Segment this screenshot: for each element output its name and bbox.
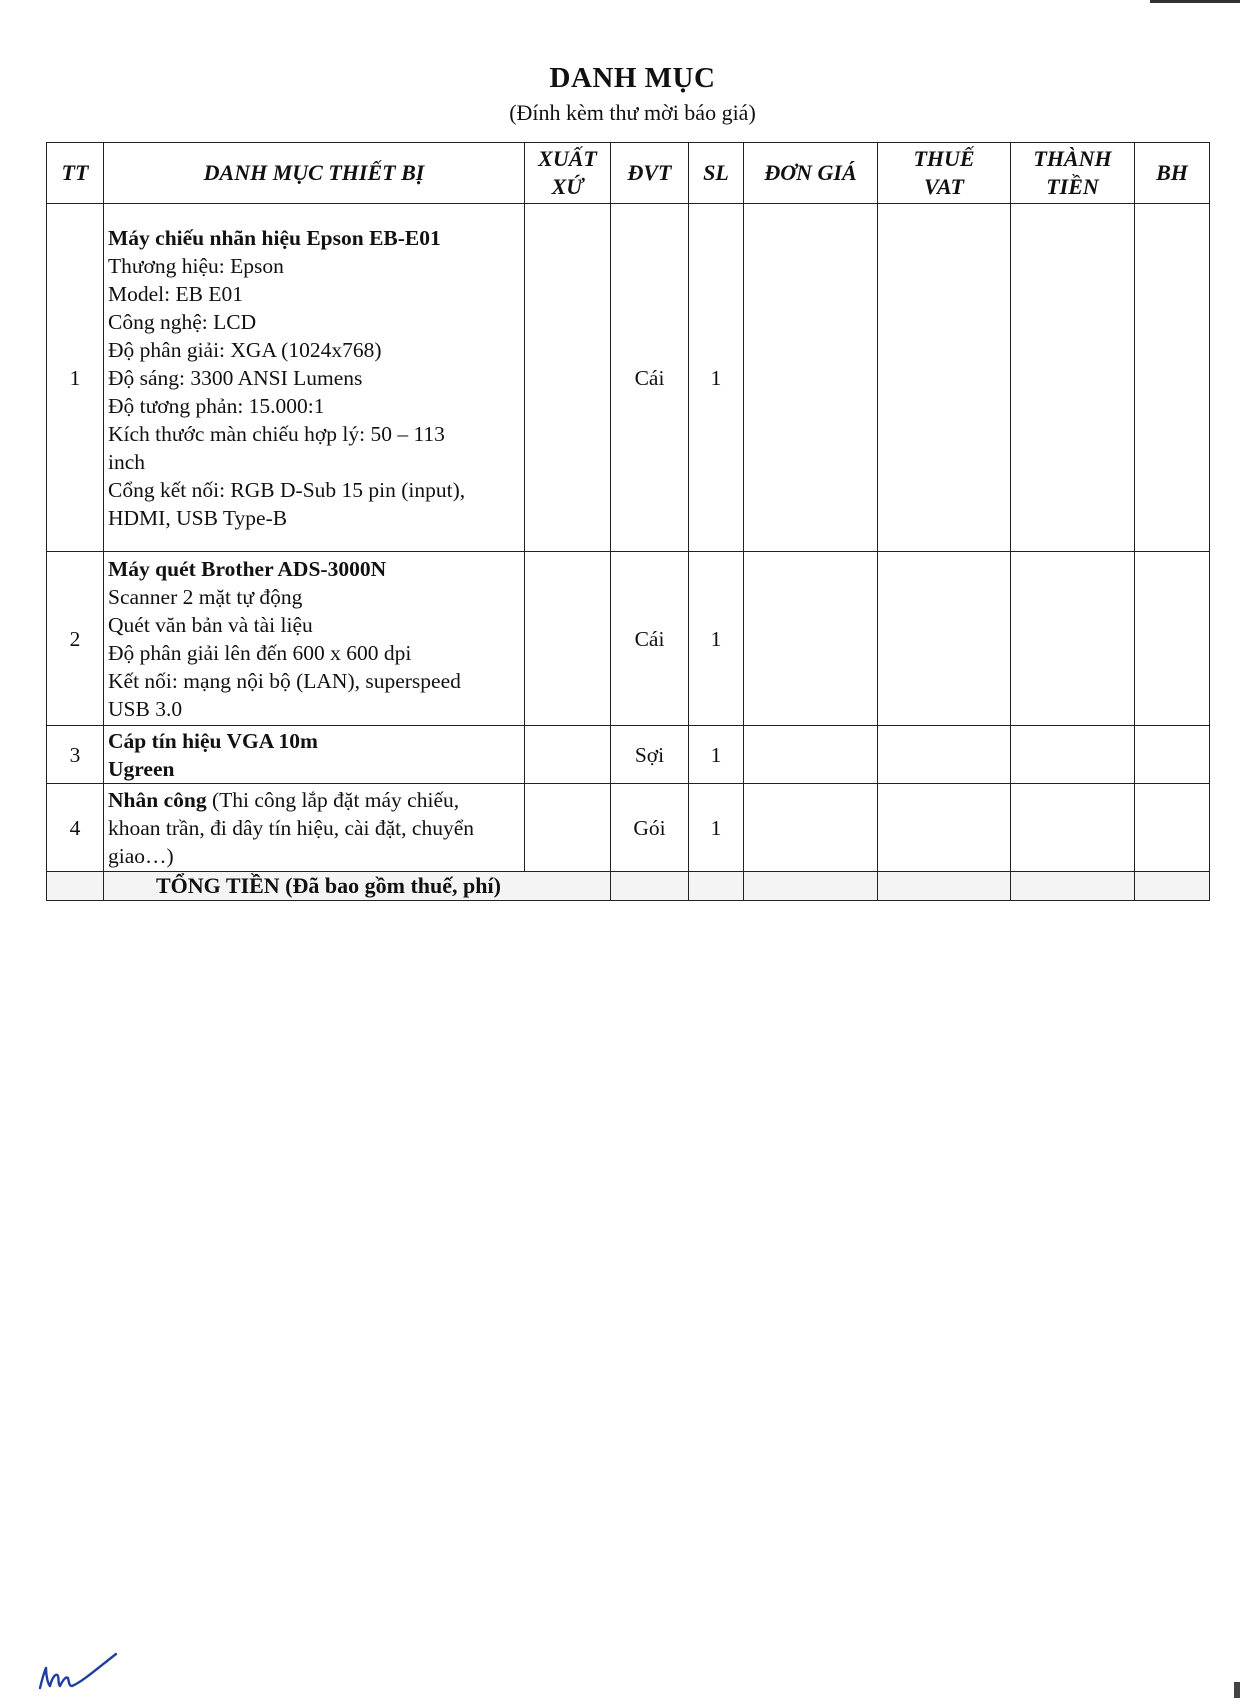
total-empty-cell bbox=[1135, 872, 1210, 901]
header-don-gia: ĐƠN GIÁ bbox=[744, 143, 878, 204]
item-detail: Độ tương phản: 15.000:1 bbox=[108, 393, 325, 418]
header-thanh-tien-line1: THÀNH bbox=[1033, 146, 1112, 171]
header-thue-line2: VAT bbox=[924, 174, 964, 199]
unit-cell: Cái bbox=[611, 552, 689, 726]
item-detail: Cổng kết nối: RGB D-Sub 15 pin (input), bbox=[108, 477, 466, 502]
vat-cell bbox=[878, 204, 1011, 552]
table-row bbox=[47, 726, 1210, 784]
header-xuat-xu-line2: XỨ bbox=[551, 174, 584, 199]
header-thanh-tien bbox=[1011, 143, 1135, 204]
total-empty-cell bbox=[744, 872, 878, 901]
amount-cell bbox=[1011, 552, 1135, 726]
vat-cell bbox=[878, 726, 1011, 784]
total-empty-cell bbox=[47, 872, 104, 901]
item-name: Máy quét Brother ADS-3000N bbox=[108, 556, 387, 581]
row-number: 2 bbox=[47, 552, 104, 726]
item-detail: Scanner 2 mặt tự động bbox=[108, 584, 303, 609]
equipment-table bbox=[46, 142, 1210, 901]
item-detail: HDMI, USB Type-B bbox=[108, 505, 288, 530]
item-detail: Kích thước màn chiếu hợp lý: 50 – 113 bbox=[108, 421, 445, 446]
document-subtitle: (Đính kèm thư mời báo giá) bbox=[509, 100, 756, 125]
quantity-cell: 1 bbox=[689, 726, 744, 784]
item-name: Nhân công bbox=[108, 787, 207, 812]
vat-cell bbox=[878, 784, 1011, 872]
table-row bbox=[47, 552, 1210, 726]
amount-cell bbox=[1011, 784, 1135, 872]
table-header-row bbox=[47, 143, 1210, 204]
unit-price-cell bbox=[744, 784, 878, 872]
amount-cell bbox=[1011, 726, 1135, 784]
header-bh: BH bbox=[1135, 143, 1210, 204]
unit-cell: Cái bbox=[611, 204, 689, 552]
item-detail: Độ phân giải: XGA (1024x768) bbox=[108, 337, 382, 362]
row-number: 1 bbox=[47, 204, 104, 552]
item-detail: Độ phân giải lên đến 600 x 600 dpi bbox=[108, 640, 412, 665]
item-detail: Thương hiệu: Epson bbox=[108, 253, 284, 278]
header-thanh-tien-line2: TIỀN bbox=[1046, 174, 1099, 199]
item-description bbox=[104, 726, 525, 784]
item-detail: inch bbox=[108, 449, 146, 474]
header-tt: TT bbox=[47, 143, 104, 204]
unit-price-cell bbox=[744, 204, 878, 552]
vat-cell bbox=[878, 552, 1011, 726]
item-name: Máy chiếu nhãn hiệu Epson EB-E01 bbox=[108, 225, 441, 250]
item-detail: khoan trần, đi dây tín hiệu, cài đặt, chuyển bbox=[108, 815, 474, 840]
warranty-cell bbox=[1135, 552, 1210, 726]
origin-cell bbox=[525, 552, 611, 726]
unit-price-cell bbox=[744, 552, 878, 726]
item-detail: Model: EB E01 bbox=[108, 281, 243, 306]
item-name: Cáp tín hiệu VGA 10m bbox=[108, 728, 318, 753]
origin-cell bbox=[525, 784, 611, 872]
warranty-cell bbox=[1135, 784, 1210, 872]
item-detail: Công nghệ: LCD bbox=[108, 309, 257, 334]
header-dvt: ĐVT bbox=[611, 143, 689, 204]
origin-cell bbox=[525, 726, 611, 784]
item-description bbox=[104, 784, 525, 872]
total-row bbox=[47, 872, 1210, 901]
total-empty-cell bbox=[878, 872, 1011, 901]
table-row bbox=[47, 784, 1210, 872]
row-number: 4 bbox=[47, 784, 104, 872]
quantity-cell: 1 bbox=[689, 784, 744, 872]
item-description bbox=[104, 552, 525, 726]
unit-cell: Sợi bbox=[611, 726, 689, 784]
amount-cell bbox=[1011, 204, 1135, 552]
page-edge-mark bbox=[1150, 0, 1240, 3]
item-detail: Độ sáng: 3300 ANSI Lumens bbox=[108, 365, 363, 390]
origin-cell bbox=[525, 204, 611, 552]
item-name-rest: (Thi công lắp đặt máy chiếu, bbox=[206, 787, 460, 812]
total-amount-cell bbox=[1011, 872, 1135, 901]
document-title: DANH MỤC bbox=[549, 62, 716, 94]
warranty-cell bbox=[1135, 204, 1210, 552]
signature-icon bbox=[36, 1642, 120, 1692]
item-detail: Quét văn bản và tài liệu bbox=[108, 612, 313, 637]
item-detail: Kết nối: mạng nội bộ (LAN), superspeed bbox=[108, 668, 461, 693]
header-thue-vat bbox=[878, 143, 1011, 204]
item-detail: giao…) bbox=[108, 843, 174, 868]
total-empty-cell bbox=[689, 872, 744, 901]
unit-cell: Gói bbox=[611, 784, 689, 872]
unit-price-cell bbox=[744, 726, 878, 784]
warranty-cell bbox=[1135, 726, 1210, 784]
row-number: 3 bbox=[47, 726, 104, 784]
item-detail: USB 3.0 bbox=[108, 696, 183, 721]
item-description bbox=[104, 204, 525, 552]
quantity-cell: 1 bbox=[689, 204, 744, 552]
header-xuat-xu bbox=[525, 143, 611, 204]
item-brand: Ugreen bbox=[108, 756, 175, 781]
header-thue-line1: THUẾ bbox=[913, 146, 975, 171]
header-danh-muc: DANH MỤC THIẾT BỊ bbox=[104, 143, 525, 204]
page-edge-mark bbox=[1234, 1682, 1240, 1698]
header-xuat-xu-line1: XUẤT bbox=[538, 146, 597, 171]
total-label: TỔNG TIỀN (Đã bao gồm thuế, phí) bbox=[104, 872, 611, 901]
table-row bbox=[47, 204, 1210, 552]
header-sl: SL bbox=[689, 143, 744, 204]
total-empty-cell bbox=[611, 872, 689, 901]
quantity-cell: 1 bbox=[689, 552, 744, 726]
